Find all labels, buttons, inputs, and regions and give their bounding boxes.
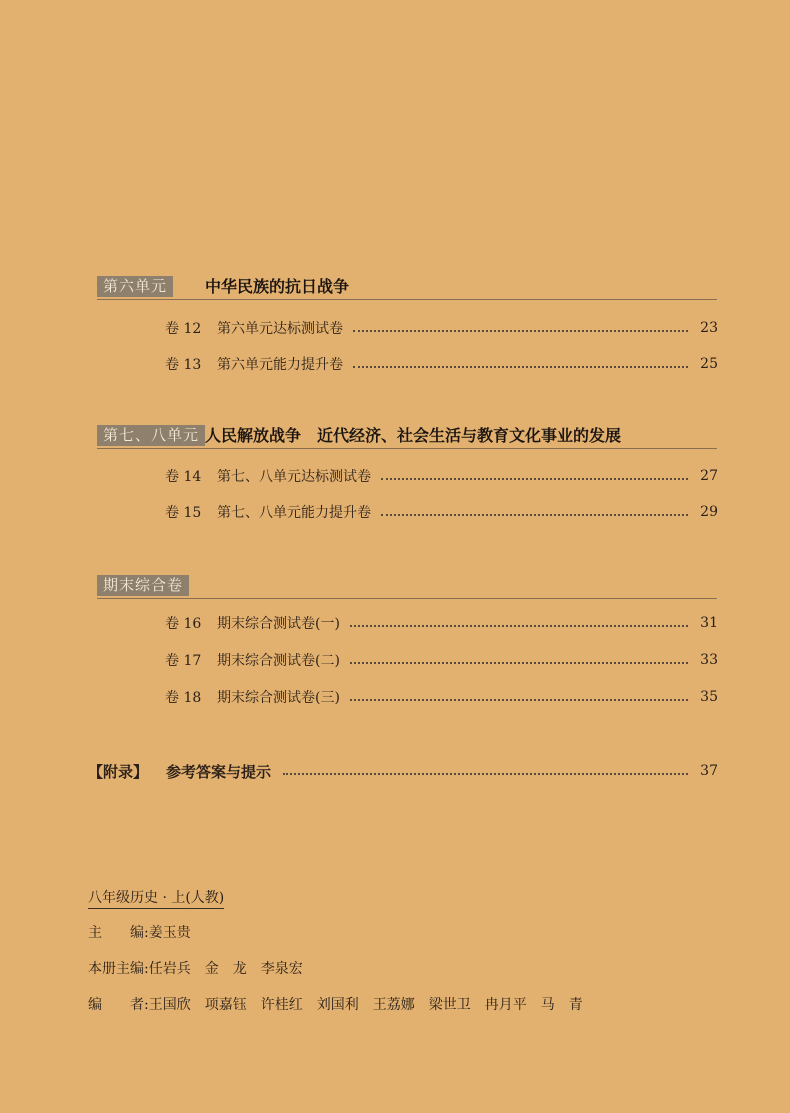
volume-number: 卷 16 [165,616,202,632]
dot-leader [353,366,688,368]
page-number: 23 [700,320,718,336]
appendix-label: 【附录】 [88,762,149,781]
page-number: 37 [700,763,718,779]
dot-leader [283,773,688,775]
author-name: 许桂红 [260,997,303,1013]
dot-leader [381,514,688,516]
entry-title: 第六单元能力提升卷 [217,357,343,373]
toc-entry[interactable] [165,650,718,670]
unit-title: 人民解放战争 近代经济、社会生活与教育文化事业的发展 [205,426,622,445]
volume-number: 卷 18 [165,690,202,706]
dot-leader [350,662,688,664]
authors-label: 编 者: [88,997,149,1013]
entry-title: 第六单元达标测试卷 [217,321,343,337]
section-final-exam [97,574,717,599]
unit-title: 中华民族的抗日战争 [205,277,350,296]
chief-editor-line [88,922,205,942]
volume-editor-name: 金 龙 [204,961,247,977]
unit-tag: 期末综合卷 [97,575,189,596]
section-unit-6 [97,275,717,300]
toc-entry[interactable] [165,687,718,707]
dot-leader [353,330,688,332]
unit-tag: 第六单元 [97,276,173,297]
chief-editor-name: 姜玉贵 [148,925,191,941]
page-number: 27 [700,468,718,484]
page-number: 33 [700,652,718,668]
volume-editor-line [88,958,317,978]
volume-number: 卷 15 [165,505,202,521]
page-number: 31 [700,615,718,631]
entry-title: 期末综合测试卷(一) [217,616,340,632]
section-header [97,574,717,599]
entry-title: 第七、八单元能力提升卷 [217,505,371,521]
author-name: 梁世卫 [428,997,471,1013]
toc-entry[interactable] [165,318,718,338]
entry-title: 期末综合测试卷(二) [217,653,340,669]
author-name: 项嘉钰 [204,997,247,1013]
volume-number: 卷 12 [165,321,202,337]
toc-entry[interactable] [165,354,718,374]
dot-leader [350,699,688,701]
volume-number: 卷 14 [165,469,202,485]
volume-number: 卷 17 [165,653,202,669]
entry-title: 期末综合测试卷(三) [217,690,340,706]
volume-number: 卷 13 [165,357,202,373]
toc-entry[interactable] [165,502,718,522]
author-name: 马 青 [540,997,583,1013]
appendix-title: 参考答案与提示 [166,762,272,781]
author-name: 王国欣 [148,997,191,1013]
page-number: 29 [700,504,718,520]
volume-editor-name: 李泉宏 [260,961,303,977]
page-number: 35 [700,689,718,705]
toc-entry[interactable] [165,613,718,633]
page-number: 25 [700,356,718,372]
section-unit-7-8 [97,424,717,449]
toc-entry[interactable] [165,466,718,486]
unit-tag: 第七、八单元 [97,425,205,446]
dot-leader [381,478,688,480]
authors-line [88,994,597,1014]
appendix-entry[interactable] [88,760,718,782]
author-name: 冉月平 [484,997,527,1013]
author-name: 王荔娜 [372,997,415,1013]
entry-title: 第七、八单元达标测试卷 [217,469,371,485]
volume-editor-label: 本册主编: [88,961,149,977]
chief-editor-label: 主 编: [88,925,149,941]
author-name: 刘国利 [316,997,359,1013]
book-title: 八年级历史 · 上(人教) [88,887,224,909]
section-header [97,275,717,300]
volume-editor-name: 任岩兵 [148,961,191,977]
dot-leader [350,625,688,627]
section-header [97,424,717,449]
